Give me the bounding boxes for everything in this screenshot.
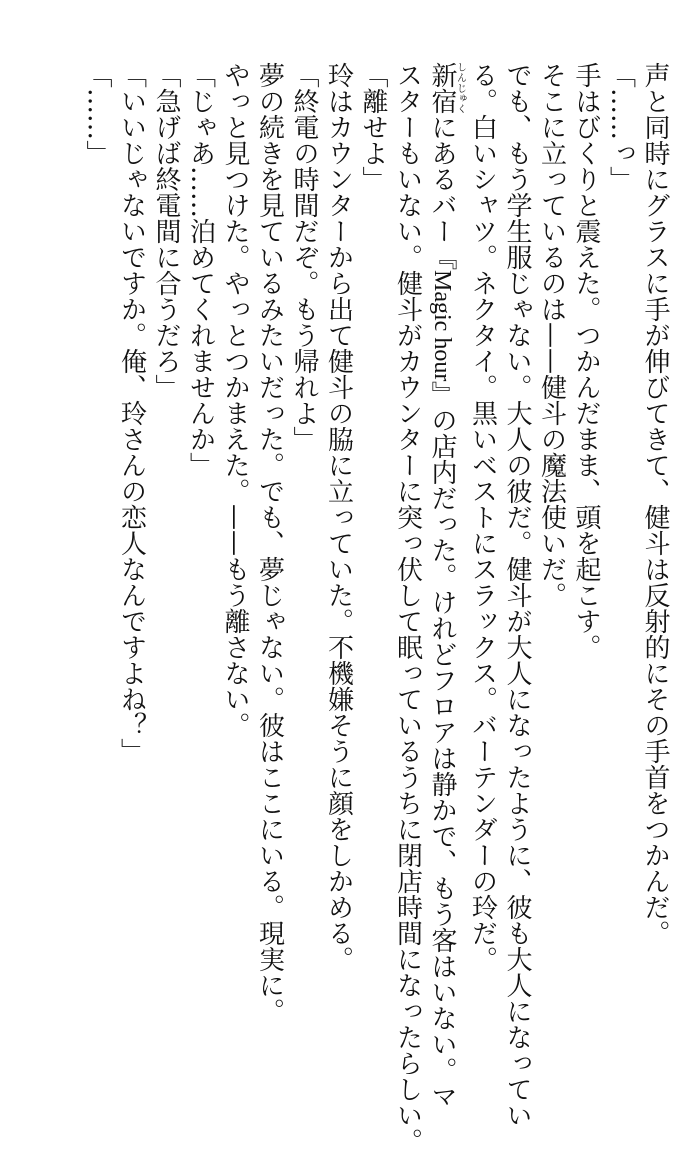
text-line-9: 「離せよ」 [358, 62, 388, 192]
text-line-16: 「いいじゃないですか。俺、玲さんの恋人なんですよね？」 [116, 62, 147, 764]
line-7-middle: にあるバー『 [427, 114, 457, 270]
text-line-7 [425, 62, 466, 1110]
text-line-10: 玲はカウンターから出て健斗の脇に立っていた。不機嫌そうに顔をしかめる。 [323, 62, 354, 972]
text-line-13: やっと見つけた。やっとつかまえた。——もう離さない。 [220, 62, 250, 738]
text-line-3: 手はびくりと震えた。つかんだまま、頭を起こす。 [571, 62, 601, 660]
text-line-1: 声と同時にグラスに手が伸びてきて、健斗は反射的にその手首をつかんだ。 [640, 62, 670, 946]
text-line-4: そこに立っているのは——健斗の魔法使いだ。 [536, 62, 567, 608]
text-line-15: 「急げば終電間に合うだろ」 [151, 62, 181, 400]
text-line-14: 「じゃあ……泊めてくれませんか」 [185, 62, 216, 478]
text-line-6: る。白いシャツ。ネクタイ。黒いベストにスラックス。バーテンダーの玲だ。 [467, 62, 498, 972]
text-line-11: 「終電の時間だぞ。もう帰れよ」 [289, 62, 319, 452]
ruby-base: 新宿 [427, 62, 457, 114]
text-line-5: でも、もう学生服じゃない。大人の彼だ。健斗が大人になったように、彼も大人になってい [502, 62, 532, 1128]
bar-name-latin: Magic hour [429, 270, 455, 382]
text-line-17: 「……」 [82, 62, 112, 166]
text-line-12: 夢の続きを見ているみたいだった。でも、夢じゃない。彼はここにいる。現実に。 [254, 62, 285, 1024]
vertical-text-body [80, 62, 673, 1154]
ruby-shinjuku [427, 62, 466, 114]
text-line-2: 「……っ」 [605, 62, 636, 192]
text-line-8: スターもいない。健斗がカウンターに突っ伏して眠っているうちに閉店時間になったらしい。 [392, 62, 423, 1154]
ruby-reading: しんじゅく [454, 62, 466, 114]
line-7-after: 』の店内だった。けれどフロアは静かで、もう客はいない。マ [427, 381, 457, 1110]
